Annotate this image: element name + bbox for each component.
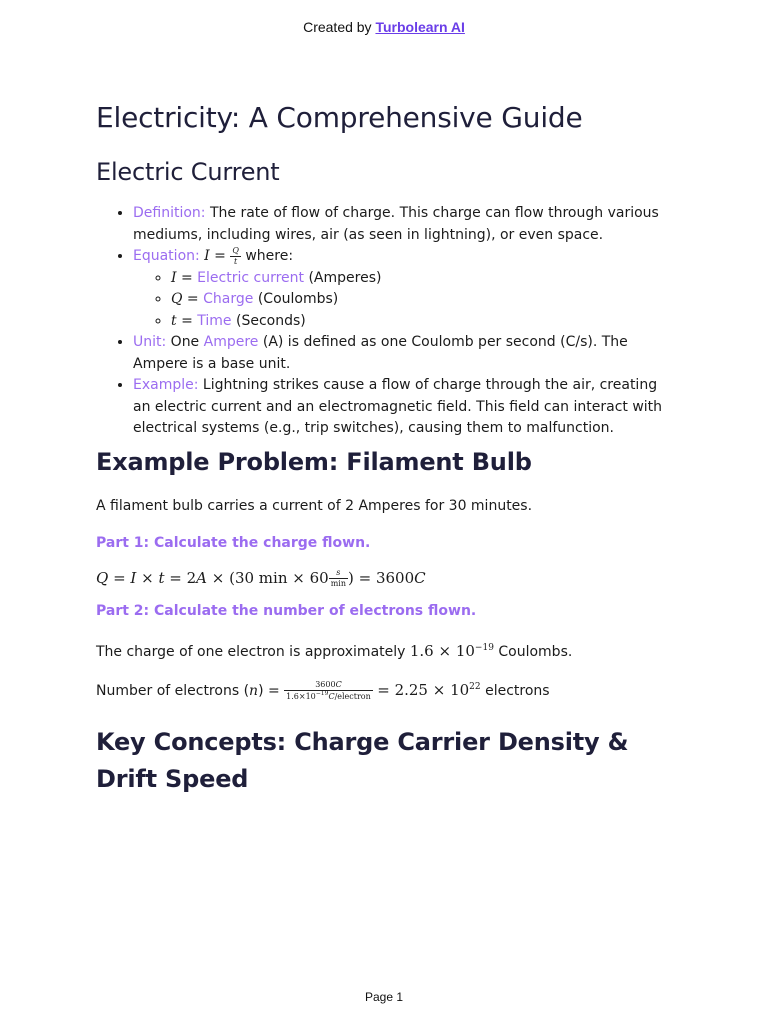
term-charge: Charge <box>203 291 254 307</box>
equation-formula: I = <box>204 248 226 264</box>
list-item <box>133 246 676 332</box>
list-item: ◦ I = Electric current (Amperes) <box>171 268 676 290</box>
list-item <box>133 375 676 440</box>
brand-link[interactable]: Turbolearn AI <box>375 19 465 35</box>
term-ampere: Ampere <box>203 334 259 350</box>
section-heading-key-concepts: Key Concepts: Charge Carrier Density & Drift Speed <box>96 727 629 793</box>
equation-label: Equation: <box>133 248 200 264</box>
document-body <box>96 98 676 798</box>
definition-text: The rate of flow of charge. This charge can flow through various mediums, including wires, air (as seen in lightning), or even space. <box>133 205 659 243</box>
definition-label: Definition: <box>133 205 206 221</box>
part2-heading: Part 2: Calculate the number of electrons flown. <box>96 602 477 619</box>
list-item: ◦ t = Time (Seconds) <box>171 311 676 333</box>
page-number: Page 1 <box>364 990 404 1004</box>
page-title: Electricity: A Comprehensive Guide <box>96 101 583 134</box>
section-heading-electric-current: Electric Current <box>96 158 280 186</box>
electron-fraction: $\frac{3600C}{1.6\times 10^{-19}C/electron}$ <box>286 680 371 701</box>
term-time: Time <box>197 312 232 329</box>
charge-equation: Q = I × t = 2A × (30 min × 60 $\frac{s}{\min}$ ) = 3600C <box>96 568 426 588</box>
electron-charge-text: The charge of one electron is approximately $1.6 \times 10^{-19}$ Coulombs. <box>96 641 573 660</box>
equation-fraction: $\frac{Q}{t}$ <box>232 246 239 266</box>
list-item: • Unit: One Ampere (A) is defined as one Coulomb per second (C/s). The Ampere is a base unit. <box>133 332 676 375</box>
term-electric-current: Electric current <box>197 269 305 286</box>
part1-heading: Part 1: Calculate the charge flown. <box>96 534 371 551</box>
unit-label: Unit: <box>133 334 167 350</box>
electric-current-list <box>96 203 676 440</box>
equation-where: where: <box>240 248 294 264</box>
page-header <box>0 19 768 35</box>
section-heading-example-problem: Example Problem: Filament Bulb <box>96 447 532 476</box>
variable-list <box>133 268 676 333</box>
electron-count-text: Number of electrons (n) = $\frac{3600C}{1.6\times 10^{-19}C/electron}$ = $2.25 \times 10^{22}$ electrons <box>96 680 550 701</box>
list-item: ◦ Q = Charge (Coulombs) <box>171 289 676 311</box>
example-label: Example: <box>133 377 199 393</box>
header-prefix: Created by <box>303 19 376 35</box>
example-text: Lightning strikes cause a flow of charge through the air, creating an electric current and an electromagnetic field. This field can interact with electrical systems (e.g., trip switches), causing them to malfunction. <box>133 377 663 436</box>
list-item <box>133 203 676 246</box>
problem-intro: A filament bulb carries a current of 2 Amperes for 30 minutes. <box>96 497 533 514</box>
